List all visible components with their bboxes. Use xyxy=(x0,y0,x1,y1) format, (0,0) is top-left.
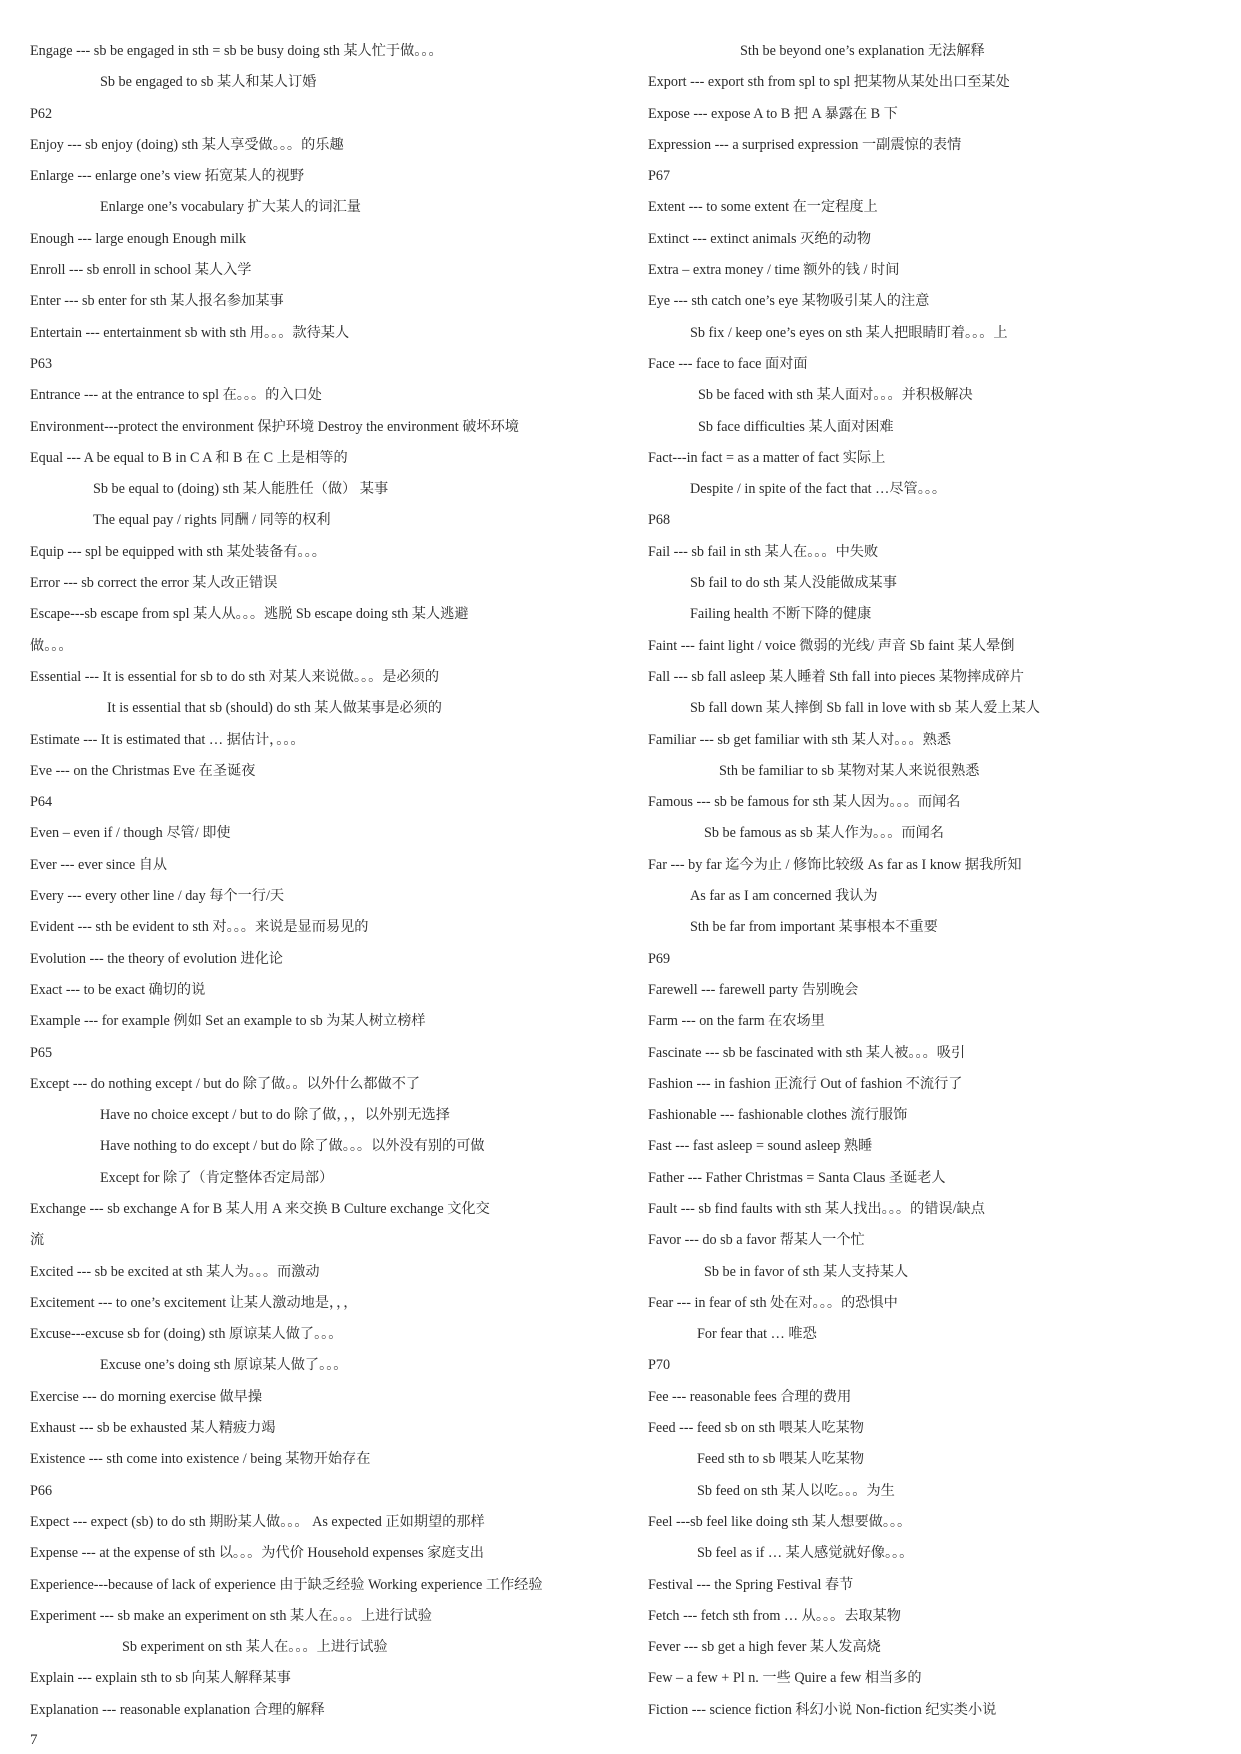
entry-line: Feed sth to sb 喂某人吃某物 xyxy=(697,1451,865,1468)
entry-line: Sb fix / keep one’s eyes on sth 某人把眼睛盯着。。。上 xyxy=(690,324,1008,341)
entry-line: P64 xyxy=(30,794,53,811)
entry-line: Fall --- sb fall asleep 某人睡着 Sth fall into pieces 某物摔成碎片 xyxy=(648,668,1024,685)
entry-line: 流 xyxy=(30,1232,45,1249)
entry-line: Sth be familiar to sb 某物对某人来说很熟悉 xyxy=(719,762,980,779)
entry-line: Few – a few + Pl n. 一些 Quire a few 相当多的 xyxy=(648,1670,922,1687)
entry-line: Farm --- on the farm 在农场里 xyxy=(648,1013,825,1030)
entry-line: P63 xyxy=(30,355,53,372)
entry-line: Example --- for example 例如 Set an example to sb 为某人树立榜样 xyxy=(30,1013,426,1030)
entry-line: Extra – extra money / time 额外的钱 / 时间 xyxy=(648,262,900,279)
entry-line: Error --- sb correct the error 某人改正错误 xyxy=(30,575,278,592)
entry-line: Expense --- at the expense of sth 以。。。为代价 Household expenses 家庭支出 xyxy=(30,1545,484,1562)
entry-line: P65 xyxy=(30,1044,53,1061)
entry-line: Exercise --- do morning exercise 做早操 xyxy=(30,1388,263,1405)
entry-line: Enter --- sb enter for sth 某人报名参加某事 xyxy=(30,293,284,310)
entry-line: Sb be faced with sth 某人面对。。。并积极解决 xyxy=(698,387,973,404)
entry-line: P62 xyxy=(30,105,53,122)
left-column xyxy=(30,36,630,1726)
right-column xyxy=(648,36,1228,1726)
entry-line: Explanation --- reasonable explanation 合理的解释 xyxy=(30,1701,325,1718)
entry-line: Fashion --- in fashion 正流行 Out of fashion 不流行了 xyxy=(648,1075,963,1092)
entry-line: Excited --- sb be excited at sth 某人为。。。而激动 xyxy=(30,1263,320,1280)
entry-line: Except --- do nothing except / but do 除了做。。以外什么都做不了 xyxy=(30,1075,421,1092)
entry-line: Excuse one’s doing sth 原谅某人做了。。。 xyxy=(100,1357,348,1374)
entry-line: Farewell --- farewell party 告别晚会 xyxy=(648,981,859,998)
entry-line: Enough --- large enough Enough milk xyxy=(30,230,247,247)
entry-line: Sb be famous as sb 某人作为。。。而闻名 xyxy=(704,825,944,842)
entry-line: Sb experiment on sth 某人在。。。上进行试验 xyxy=(122,1639,388,1656)
entry-line: Face --- face to face 面对面 xyxy=(648,355,808,372)
entry-line: Sb be in favor of sth 某人支持某人 xyxy=(704,1263,909,1280)
entry-line: Fascinate --- sb be fascinated with sth 某人被。。。吸引 xyxy=(648,1044,966,1061)
entry-line: Fetch --- fetch sth from … 从。。。去取某物 xyxy=(648,1607,901,1624)
entry-line: Escape---sb escape from spl 某人从。。。逃脱 Sb escape doing sth 某人逃避 xyxy=(30,606,469,623)
entry-line: Fact---in fact = as a matter of fact 实际上 xyxy=(648,449,886,466)
entry-line: Equip --- spl be equipped with sth 某处装备有。。。 xyxy=(30,543,326,560)
entry-line: Failing health 不断下降的健康 xyxy=(690,606,872,623)
entry-line: It is essential that sb (should) do sth 某人做某事是必须的 xyxy=(107,700,442,717)
entry-line: Ever --- ever since 自从 xyxy=(30,856,168,873)
entry-line: Environment---protect the environment 保护环境 Destroy the environment 破坏环境 xyxy=(30,418,519,435)
entry-line: Exchange --- sb exchange A for B 某人用 A 来交换 B Culture exchange 文化交 xyxy=(30,1200,490,1217)
entry-line: Entrance --- at the entrance to spl 在。。。的入口处 xyxy=(30,387,322,404)
entry-line: Enlarge --- enlarge one’s view 拓宽某人的视野 xyxy=(30,168,305,185)
entry-line: Except for 除了（肯定整体否定局部） xyxy=(100,1169,334,1186)
page-number: 7 xyxy=(30,1732,38,1748)
entry-line: Explain --- explain sth to sb 向某人解释某事 xyxy=(30,1670,291,1687)
entry-line: For fear that … 唯恐 xyxy=(697,1326,817,1343)
entry-line: Enroll --- sb enroll in school 某人入学 xyxy=(30,262,252,279)
entry-line: Favor --- do sb a favor 帮某人一个忙 xyxy=(648,1232,865,1249)
entry-line: Fever --- sb get a high fever 某人发高烧 xyxy=(648,1639,881,1656)
entry-line: Sth be beyond one’s explanation 无法解释 xyxy=(740,43,985,59)
entry-line: Sb fail to do sth 某人没能做成某事 xyxy=(690,575,897,592)
entry-line: Sb be equal to (doing) sth 某人能胜任（做） 某事 xyxy=(93,481,389,498)
entry-line: P67 xyxy=(648,168,671,185)
entry-line: Every --- every other line / day 每个一行/天 xyxy=(30,888,285,905)
entry-line: Fail --- sb fail in sth 某人在。。。中失败 xyxy=(648,543,879,560)
entry-line: Extent --- to some extent 在一定程度上 xyxy=(648,199,878,216)
entry-line: Enjoy --- sb enjoy (doing) sth 某人享受做。。。的乐趣 xyxy=(30,136,344,153)
entry-line: Sb feed on sth 某人以吃。。。为生 xyxy=(697,1482,895,1499)
entry-line: Sth be far from important 某事根本不重要 xyxy=(690,919,938,936)
entry-line: Fast --- fast asleep = sound asleep 熟睡 xyxy=(648,1138,873,1155)
entry-line: Enlarge one’s vocabulary 扩大某人的词汇量 xyxy=(100,199,361,216)
entry-line: Familiar --- sb get familiar with sth 某人对。。。熟悉 xyxy=(648,731,952,748)
entry-line: Exact --- to be exact 确切的说 xyxy=(30,981,206,998)
entry-line: Fashionable --- fashionable clothes 流行服饰 xyxy=(648,1107,908,1124)
entry-line: Have nothing to do except / but do 除了做。。。以外没有别的可做 xyxy=(100,1138,485,1155)
entry-line: Excuse---excuse sb for (doing) sth 原谅某人做了。。。 xyxy=(30,1326,343,1343)
entry-line: Experiment --- sb make an experiment on sth 某人在。。。上进行试验 xyxy=(30,1607,432,1624)
entry-line: Eve --- on the Christmas Eve 在圣诞夜 xyxy=(30,762,256,779)
entry-line: Sb fall down 某人摔倒 Sb fall in love with sb 某人爱上某人 xyxy=(690,700,1040,717)
entry-line: Feel ---sb feel like doing sth 某人想要做。。。 xyxy=(648,1513,912,1530)
entry-line: Excitement --- to one’s excitement 让某人激动地是，，， xyxy=(30,1294,358,1311)
entry-line: Fiction --- science fiction 科幻小说 Non-fiction 纪实类小说 xyxy=(648,1701,997,1718)
entry-line: Essential --- It is essential for sb to do sth 对某人来说做。。。是必须的 xyxy=(30,668,440,685)
entry-line: Even – even if / though 尽管/ 即使 xyxy=(30,825,231,842)
entry-line: Experience---because of lack of experience 由于缺乏经验 Working experience 工作经验 xyxy=(30,1576,543,1593)
entry-line: Sb be engaged to sb 某人和某人订婚 xyxy=(100,74,317,91)
entry-line: Estimate --- It is estimated that … 据估计，。。。 xyxy=(30,731,305,748)
entry-line: Evident --- sth be evident to sth 对。。。来说是显而易见的 xyxy=(30,919,369,936)
entry-line: As far as I am concerned 我认为 xyxy=(690,888,878,905)
entry-line: Engage --- sb be engaged in sth = sb be busy doing sth 某人忙于做。。。 xyxy=(30,43,443,59)
entry-line: Equal --- A be equal to B in C A 和 B 在 C 上是相等的 xyxy=(30,449,348,466)
entry-line: Fear --- in fear of sth 处在对。。。的恐惧中 xyxy=(648,1294,898,1311)
entry-line: Expression --- a surprised expression 一副震惊的表情 xyxy=(648,136,962,153)
entry-line: Expect --- expect (sb) to do sth 期盼某人做。。。 As expected 正如期望的那样 xyxy=(30,1513,485,1530)
entry-line: Feed --- feed sb on sth 喂某人吃某物 xyxy=(648,1420,864,1437)
entry-line: Have no choice except / but to do 除了做，，，以外别无选择 xyxy=(100,1107,450,1124)
entry-line: P69 xyxy=(648,950,671,967)
entry-line: Sb feel as if … 某人感觉就好像。。。 xyxy=(697,1545,914,1562)
entry-line: Entertain --- entertainment sb with sth 用。。。款待某人 xyxy=(30,324,350,341)
entry-line: The equal pay / rights 同酬 / 同等的权利 xyxy=(93,512,331,529)
entry-line: Extinct --- extinct animals 灭绝的动物 xyxy=(648,230,872,247)
entry-line: Father --- Father Christmas = Santa Claus 圣诞老人 xyxy=(648,1169,946,1186)
entry-line: Far --- by far 迄今为止 / 修饰比较级 As far as I know 据我所知 xyxy=(648,856,1022,873)
entry-line: P68 xyxy=(648,512,671,529)
entry-line: Evolution --- the theory of evolution 进化论 xyxy=(30,950,283,967)
entry-line: Fee --- reasonable fees 合理的费用 xyxy=(648,1388,852,1405)
entry-line: P66 xyxy=(30,1482,53,1499)
entry-line: Eye --- sth catch one’s eye 某物吸引某人的注意 xyxy=(648,293,930,310)
entry-line: Festival --- the Spring Festival 春节 xyxy=(648,1576,854,1593)
entry-line: 做。。。 xyxy=(30,637,73,654)
entry-line: Existence --- sth come into existence / being 某物开始存在 xyxy=(30,1451,371,1468)
entry-line: Faint --- faint light / voice 微弱的光线/ 声音 Sb faint 某人晕倒 xyxy=(648,637,1015,654)
entry-line: Famous --- sb be famous for sth 某人因为。。。而闻名 xyxy=(648,794,961,811)
entry-line: Despite / in spite of the fact that …尽管。。。 xyxy=(690,481,947,498)
entry-line: Expose --- expose A to B 把 A 暴露在 B 下 xyxy=(648,105,898,122)
entry-line: Fault --- sb find faults with sth 某人找出。。。的错误/缺点 xyxy=(648,1200,985,1217)
entry-line: P70 xyxy=(648,1357,671,1374)
entry-line: Exhaust --- sb be exhausted 某人精疲力竭 xyxy=(30,1420,276,1437)
entry-line: Export --- export sth from spl to spl 把某物从某处出口至某处 xyxy=(648,74,1010,91)
entry-line: Sb face difficulties 某人面对困难 xyxy=(698,418,894,435)
